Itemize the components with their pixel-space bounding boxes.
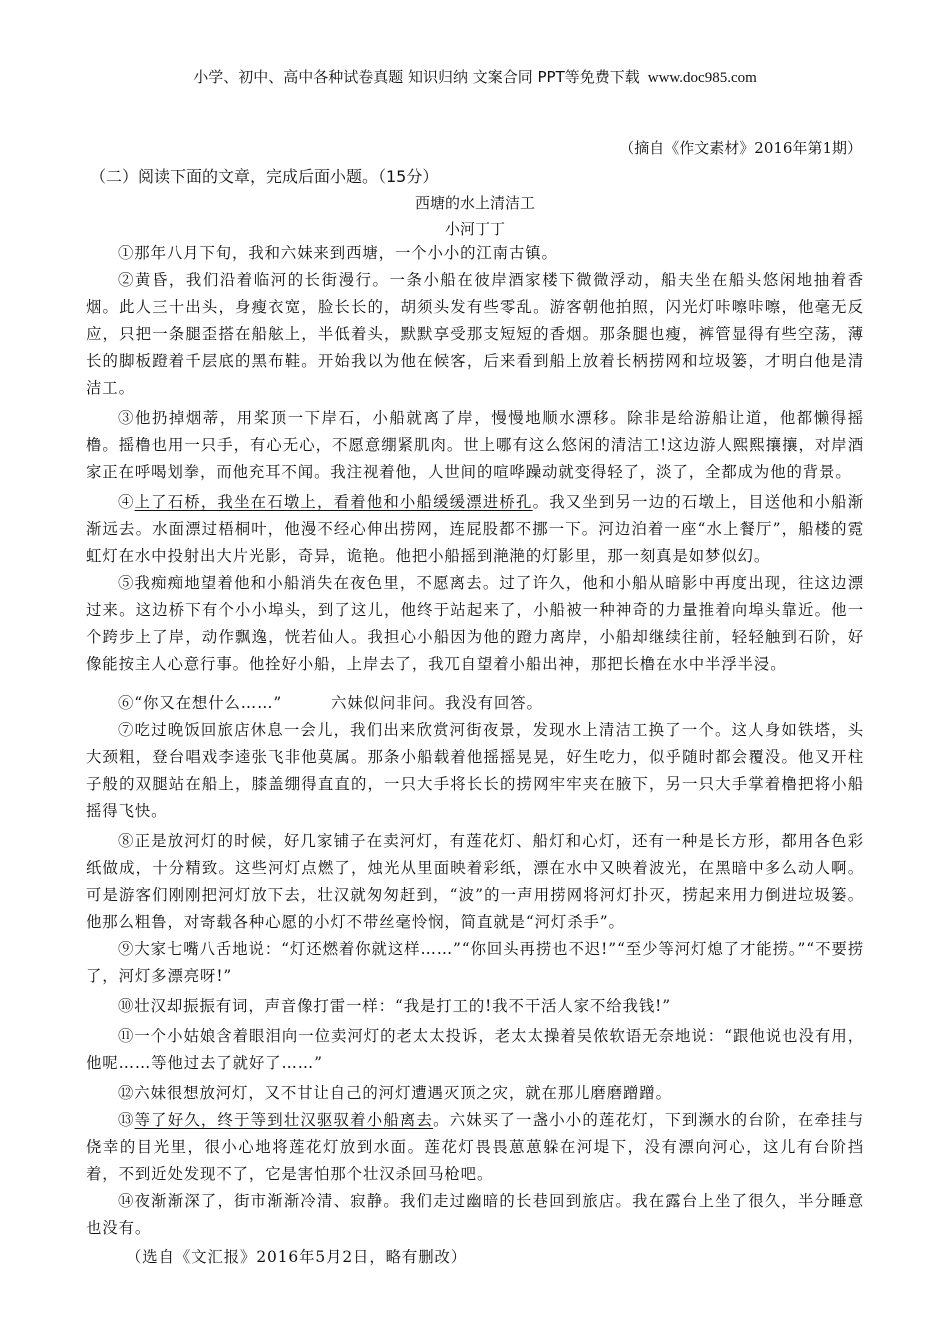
header-text: 小学、初中、高中各种试卷真题 知识归纳 文案合同 PPT等免费下载 — [193, 68, 640, 86]
paragraph-7: ⑦吃过晚饭回旅店休息一会儿，我们出来欣赏河街夜景，发现水上清洁工换了一个。这人身如铁塔，头大颈粗，登台唱戏李逵张飞非他莫属。那条小船载着他摇摇晃晃，好生吃力，似乎随时都会覆没。他叉开柱子般的双腿站在船上，膝盖绷得直直的，一只大手将长长的捞网牢牢夹在腋下，另一只大手掌着橹把将小船摇得飞快。 — [86, 721, 864, 820]
previous-source-citation: （摘自《作文素材》2016年第1期） — [619, 139, 862, 157]
paragraph-text: 。六妹买了一盏小小的莲花灯，下到濒水的台阶，在牵挂与侥幸的目光里，很小心地将莲花灯放到水面。莲花灯畏畏葸葸躲在河堤下，没有漂向河心，这儿有台阶挡着，不到近处发现不了，它是害怕那个壮汉杀回马枪吧。 — [86, 1111, 864, 1183]
paragraph-3: ③他扔掉烟蒂，用桨顶一下岸石，小船就离了岸，慢慢地顺水漂移。除非是给游船让道，他都懒得摇橹。摇橹也用一只手，有心无心，不愿意绷紧肌肉。世上哪有这么悠闲的清洁工!这边游人熙熙攘攘，对岸酒家正在呼喝划拳，而他充耳不闻。我注视着他，人世间的喧哗躁动就变得轻了，淡了，全都成为他的背景。 — [86, 409, 864, 481]
paragraph-13 — [86, 1107, 864, 1188]
header-url: www.doc985.com — [647, 70, 757, 86]
paragraph-8: ⑧正是放河灯的时候，好几家铺子在卖河灯，有莲花灯、船灯和心灯，还有一种是长方形，都用各色彩纸做成，十分精致。这些河灯点燃了，烛光从里面映着彩纸，漂在水中又映着波光，在黑暗中多么动人啊。可是游客们刚刚把河灯放下去，壮汉就匆匆赶到，“波”的一声用捞网将河灯扑灭，捞起来用力倒进垃圾篓。他那么粗鲁，对寄载各种心愿的小灯不带丝毫怜悯，简直就是“河灯杀手”。 — [86, 832, 864, 931]
underlined-sentence: 等了好久，终于等到壮汉驱驭着小船离去 — [134, 1111, 434, 1129]
paragraph-number: ⑬ — [118, 1111, 135, 1129]
paragraph-14: ⑭夜渐渐深了，街市渐渐冷清、寂静。我们走过幽暗的长巷回到旅店。我在露台上坐了很久，半分睡意也没有。 — [86, 1192, 864, 1237]
underlined-sentence: 上了石桥，我坐在石墩上，看着他和小船缓缓漂进桥孔 — [134, 493, 533, 511]
article-author: 小河丁丁 — [444, 220, 505, 238]
paragraph-text: 。我又坐到另一边的石墩上，目送他和小船渐渐远去。水面漂过梧桐叶，他漫不经心伸出捞网，连屁股都不挪一下。河边泊着一座“水上餐厅”，船楼的霓虹灯在水中投射出大片光影，奇异，诡艳。他把小船摇到滟滟的灯影里，那一刻真是如梦似幻。 — [86, 493, 864, 565]
article-body — [86, 240, 864, 1271]
paragraph-6: ⑥“你又在想什么……” 六妹似问非问。我没有回答。 — [118, 694, 543, 712]
paragraph-4 — [86, 489, 864, 570]
paragraph-10: ⑩壮汉却振振有词，声音像打雷一样：“我是打工的!我不干活人家不给我钱!” — [118, 997, 672, 1015]
article-source: （选自《文汇报》2016年5月2日，略有删改） — [126, 1248, 468, 1266]
page-header — [0, 66, 950, 87]
paragraph-11: ⑪一个小姑娘含着眼泪向一位卖河灯的老太太投诉，老太太操着吴侬软语无奈地说：“跟他说也没有用，他呢……等他过去了就好了……” — [86, 1027, 864, 1072]
paragraph-number: ④ — [118, 493, 135, 511]
paragraph-1: ①那年八月下旬，我和六妹来到西塘，一个小小的江南古镇。 — [118, 244, 558, 262]
section-heading: （二）阅读下面的文章，完成后面小题。（15分） — [90, 167, 439, 186]
article-title: 西塘的水上清洁工 — [414, 194, 535, 212]
paragraph-5: ⑤我痴痴地望着他和小船消失在夜色里，不愿离去。过了许久，他和小船从暗影中再度出现，往这边漂过来。这边桥下有个小小埠头，到了这儿，他终于站起来了，小船被一种神奇的力量推着向埠头靠近。他一个跨步上了岸，动作飘逸，恍若仙人。我担心小船因为他的蹬力离岸，小船却继续往前，轻轻触到石阶，好像能按主人心意行事。他拴好小船，上岸去了，我兀自望着小船出神，那把长橹在水中半浮半浸。 — [86, 574, 864, 673]
paragraph-12: ⑫六妹很想放河灯，又不甘让自己的河灯遭遇灭顶之灾，就在那儿磨磨蹭蹭。 — [118, 1084, 672, 1102]
paragraph-2: ②黄昏，我们沿着临河的长街漫行。一条小船在彼岸酒家楼下微微浮动，船夫坐在船头悠闲地抽着香烟。此人三十出头，身瘦衣宽，脸长长的，胡须头发有些零乱。游客朝他拍照，闪光灯咔嚓咔嚓，他毫无反应，只把一条腿歪搭在船舷上，半低着头，默默享受那支短短的香烟。那条腿也瘦，裤管显得有些空荡，薄长的脚板蹬着千层底的黑布鞋。开始我以为他在候客，后来看到船上放着长柄捞网和垃圾篓，才明白他是清洁工。 — [86, 271, 864, 397]
paragraph-9: ⑨大家七嘴八舌地说：“灯还燃着你就这样……”“你回头再捞也不迟!”“至少等河灯熄了才能捞。”“不要捞了，河灯多漂亮呀!” — [86, 940, 864, 985]
